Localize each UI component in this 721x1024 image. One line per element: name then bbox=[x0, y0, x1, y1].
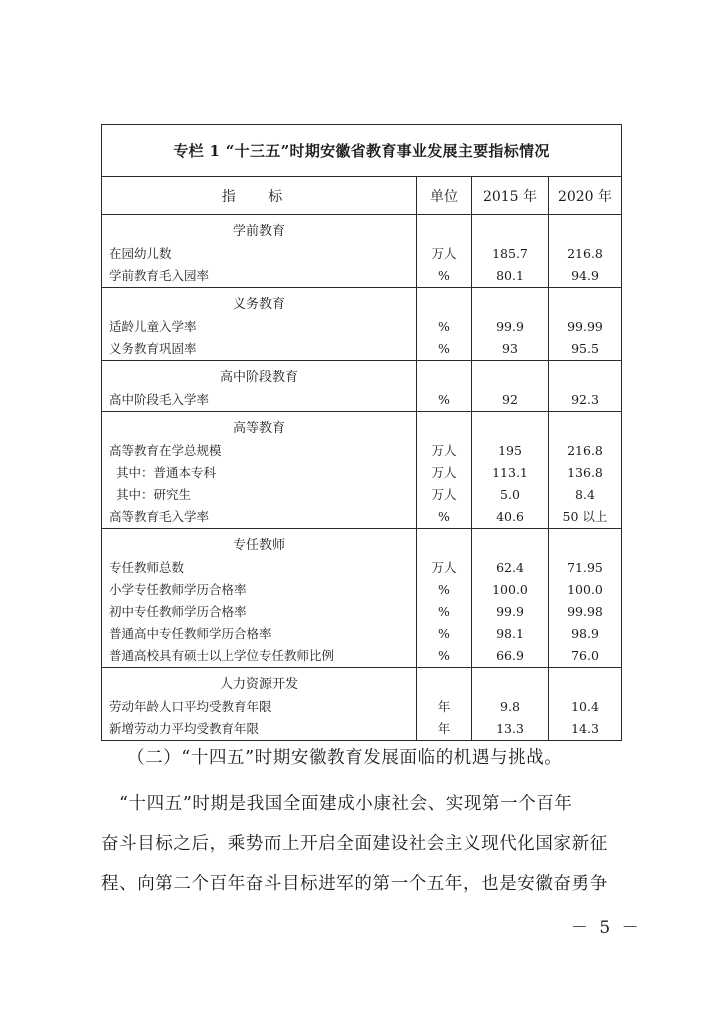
indicator-cell bbox=[102, 361, 417, 412]
value-2015-cell bbox=[472, 288, 549, 361]
indicator-label: 在园幼儿数 bbox=[109, 246, 172, 261]
indicator-label: 适龄儿童入学率 bbox=[109, 319, 197, 334]
value-2020: 216.8 bbox=[567, 443, 603, 458]
table-section-row bbox=[102, 288, 622, 361]
indicator-unit: 万人 bbox=[431, 465, 457, 480]
unit-cell bbox=[417, 288, 472, 361]
value-2020-cell bbox=[549, 288, 622, 361]
indicator-label: 高等教育在学总规模 bbox=[109, 443, 222, 458]
indicator-label: 其中：普通本专科 bbox=[116, 465, 217, 480]
value-2015: 40.6 bbox=[496, 509, 524, 524]
indicator-unit: % bbox=[438, 626, 450, 641]
indicator-unit: 年 bbox=[437, 721, 451, 736]
value-2015: 80.1 bbox=[496, 268, 524, 283]
value-2020: 98.9 bbox=[571, 626, 599, 641]
value-2015: 99.9 bbox=[496, 604, 524, 619]
indicator-label: 普通高校具有硕士以上学位专任教师比例 bbox=[109, 648, 335, 663]
value-2020-cell bbox=[549, 668, 622, 741]
indicator-cell bbox=[102, 215, 417, 288]
table-section-row bbox=[102, 215, 622, 288]
value-2020-cell bbox=[549, 412, 622, 529]
value-2020: 136.8 bbox=[567, 465, 603, 480]
indicator-label: 小学专任教师学历合格率 bbox=[109, 582, 247, 597]
value-2015: 98.1 bbox=[496, 626, 524, 641]
indicator-unit: % bbox=[438, 392, 450, 407]
indicator-label: 高中阶段毛入学率 bbox=[109, 392, 210, 407]
unit-cell bbox=[417, 668, 472, 741]
value-2015: 93 bbox=[502, 341, 518, 356]
section-title: 专任教师 bbox=[232, 538, 285, 553]
paragraph-line-2: 奋斗目标之后，乘势而上开启全面建设社会主义现代化国家新征 bbox=[101, 834, 608, 854]
unit-cell bbox=[417, 529, 472, 668]
value-2020-cell bbox=[549, 361, 622, 412]
indicator-unit: 万人 bbox=[431, 443, 457, 458]
indicator-label: 普通高中专任教师学历合格率 bbox=[109, 626, 272, 641]
table-title: 专栏 1 “十三五”时期安徽省教育事业发展主要指标情况 bbox=[102, 125, 622, 177]
indicator-label: 初中专任教师学历合格率 bbox=[109, 604, 247, 619]
indicator-unit: % bbox=[438, 604, 450, 619]
indicator-unit: 年 bbox=[437, 699, 451, 714]
value-2015: 5.0 bbox=[500, 487, 520, 502]
value-2020: 99.98 bbox=[567, 604, 603, 619]
indicator-unit: 万人 bbox=[431, 560, 457, 575]
value-2020: 216.8 bbox=[567, 246, 603, 261]
value-2015-cell bbox=[472, 412, 549, 529]
indicator-unit: % bbox=[438, 268, 450, 283]
value-2020-cell bbox=[549, 215, 622, 288]
table-section-row bbox=[102, 412, 622, 529]
value-2015-cell bbox=[472, 215, 549, 288]
indicator-label: 新增劳动力平均受教育年限 bbox=[109, 721, 260, 736]
section-title: 人力资源开发 bbox=[219, 677, 298, 692]
indicator-unit: % bbox=[438, 341, 450, 356]
value-2020: 95.5 bbox=[571, 341, 599, 356]
value-2015: 9.8 bbox=[500, 699, 520, 714]
indicator-label: 义务教育巩固率 bbox=[109, 341, 197, 356]
indicator-cell bbox=[102, 529, 417, 668]
value-2015: 185.7 bbox=[492, 246, 528, 261]
value-2015: 92 bbox=[502, 392, 518, 407]
value-2015-cell bbox=[472, 361, 549, 412]
section-title: 高中阶段教育 bbox=[219, 370, 298, 385]
indicator-table bbox=[101, 124, 622, 741]
value-2015-cell bbox=[472, 529, 549, 668]
value-2015: 13.3 bbox=[496, 721, 524, 736]
value-2020: 92.3 bbox=[571, 392, 599, 407]
header-2015: 2015 年 bbox=[472, 177, 549, 215]
value-2015: 62.4 bbox=[496, 560, 524, 575]
value-2020: 10.4 bbox=[571, 699, 599, 714]
value-2020-cell bbox=[549, 529, 622, 668]
indicator-label: 专任教师总数 bbox=[109, 560, 185, 575]
indicator-unit: % bbox=[438, 582, 450, 597]
value-2015-cell bbox=[472, 668, 549, 741]
value-2020: 99.99 bbox=[567, 319, 603, 334]
value-2020: 14.3 bbox=[571, 721, 599, 736]
unit-cell bbox=[417, 412, 472, 529]
header-2020: 2020 年 bbox=[549, 177, 622, 215]
value-2015: 99.9 bbox=[496, 319, 524, 334]
indicator-label: 其中：研究生 bbox=[116, 487, 192, 502]
indicator-label: 高等教育毛入学率 bbox=[109, 509, 210, 524]
value-2020: 71.95 bbox=[567, 560, 603, 575]
table-section-row bbox=[102, 361, 622, 412]
value-2015: 113.1 bbox=[492, 465, 528, 480]
section-title: 高等教育 bbox=[232, 421, 285, 436]
value-2015: 100.0 bbox=[492, 582, 528, 597]
header-unit: 单位 bbox=[417, 177, 472, 215]
indicator-label: 学前教育毛入园率 bbox=[109, 268, 210, 283]
table-section-row bbox=[102, 529, 622, 668]
section-heading: （二）“十四五”时期安徽教育发展面临的机遇与挑战。 bbox=[127, 748, 563, 768]
section-title: 学前教育 bbox=[232, 224, 285, 239]
value-2020: 8.4 bbox=[575, 487, 595, 502]
paragraph-line-3: 程、向第二个百年奋斗目标进军的第一个五年，也是安徽奋勇争 bbox=[101, 874, 608, 894]
indicator-unit: 万人 bbox=[431, 246, 457, 261]
indicator-cell bbox=[102, 288, 417, 361]
page-number: － 5 － bbox=[571, 918, 642, 938]
unit-cell bbox=[417, 215, 472, 288]
value-2015: 66.9 bbox=[496, 648, 524, 663]
table-section-row bbox=[102, 668, 622, 741]
unit-cell bbox=[417, 361, 472, 412]
table-header-row bbox=[102, 177, 622, 215]
indicator-label: 劳动年龄人口平均受教育年限 bbox=[109, 699, 272, 714]
header-indicator: 指 标 bbox=[102, 177, 417, 215]
value-2020: 76.0 bbox=[571, 648, 599, 663]
indicator-cell bbox=[102, 668, 417, 741]
value-2020: 100.0 bbox=[567, 582, 603, 597]
indicator-unit: % bbox=[438, 509, 450, 524]
section-title: 义务教育 bbox=[232, 297, 285, 312]
value-2020: 94.9 bbox=[571, 268, 599, 283]
paragraph-line-1: “十四五”时期是我国全面建成小康社会、实现第一个百年 bbox=[119, 794, 573, 814]
indicator-unit: % bbox=[438, 648, 450, 663]
indicator-unit: 万人 bbox=[431, 487, 457, 502]
indicator-unit: % bbox=[438, 319, 450, 334]
value-2015: 195 bbox=[498, 443, 522, 458]
indicator-cell bbox=[102, 412, 417, 529]
value-2020: 50 以上 bbox=[562, 509, 608, 524]
